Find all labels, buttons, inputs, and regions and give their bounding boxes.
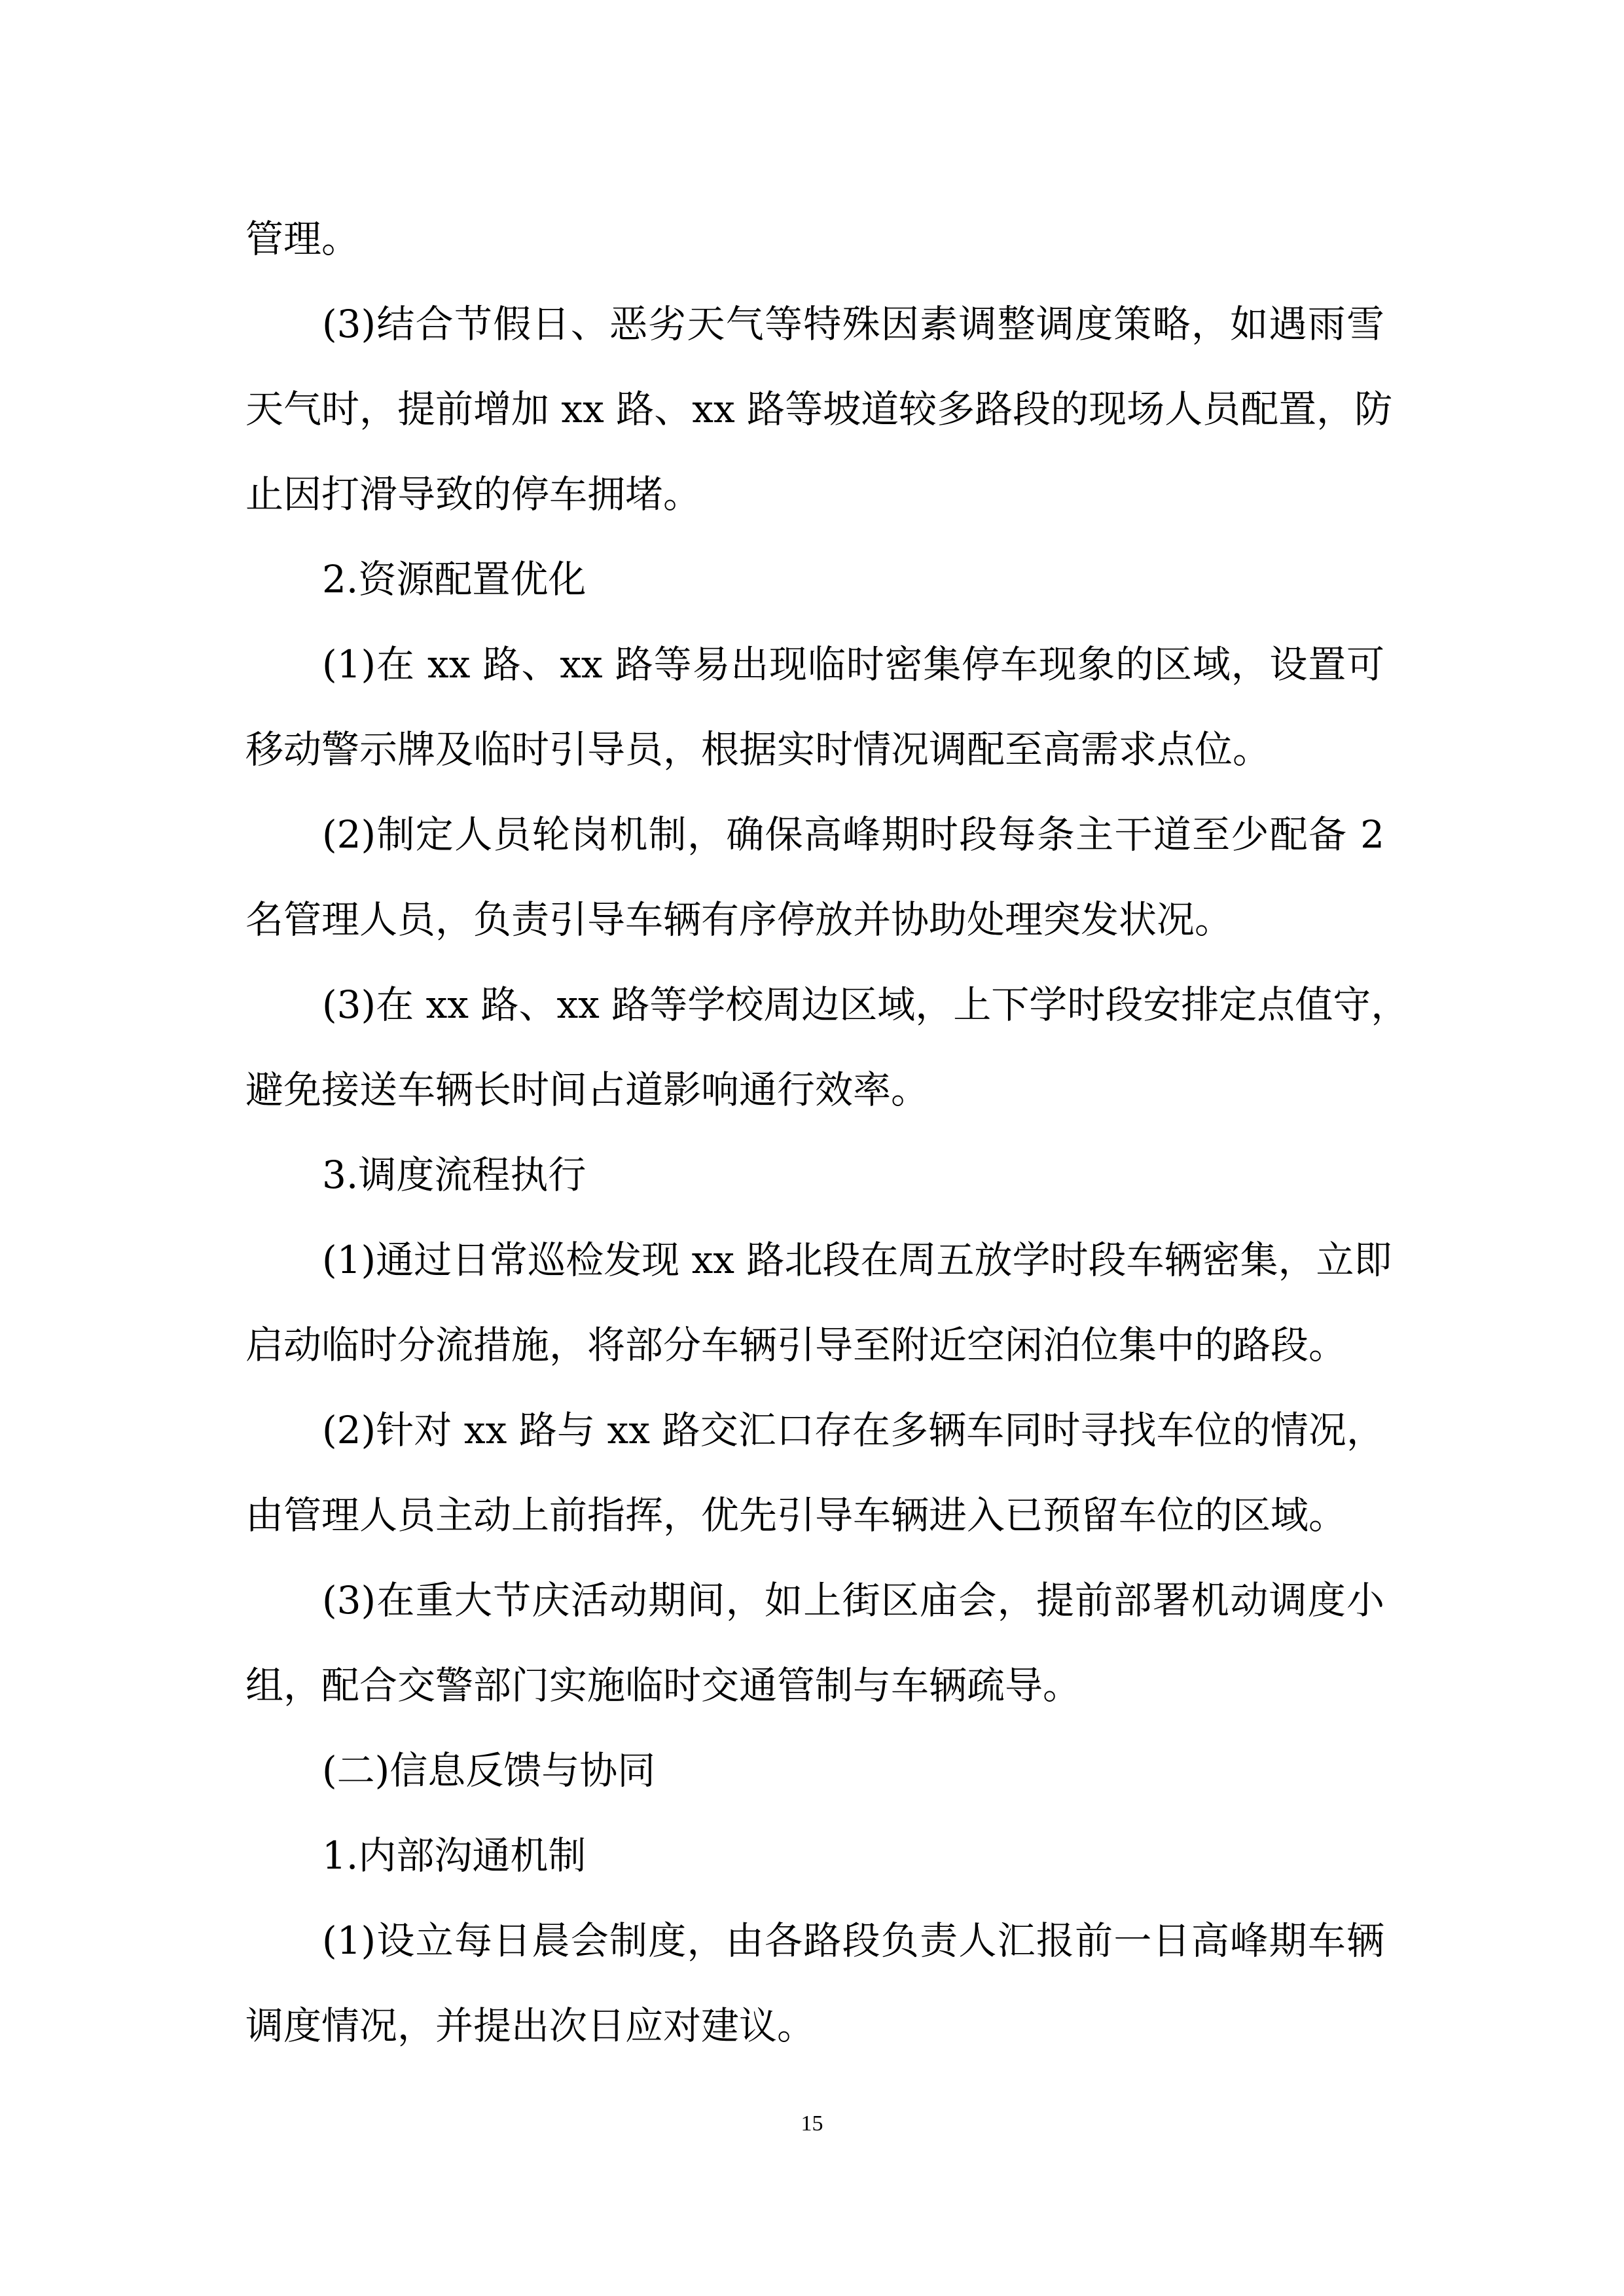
section-heading: 1.内部沟通机制 (322, 1833, 586, 1878)
paragraph-line: 管理。 (245, 217, 360, 261)
paragraph-line: (1)在 xx 路、xx 路等易出现临时密集停车现象的区域，设置可 (322, 642, 1384, 687)
paragraph-line: 移动警示牌及临时引导员，根据实时情况调配至高需求点位。 (245, 727, 1271, 772)
page-number: 15 (801, 2111, 823, 2136)
paragraph-line: 组，配合交警部门实施临时交通管制与车辆疏导。 (245, 1663, 1081, 1708)
paragraph-line: (2)制定人员轮岗机制，确保高峰期时段每条主干道至少配备 2 (322, 812, 1384, 857)
paragraph-line: (3)在重大节庆活动期间，如上街区庙会，提前部署机动调度小 (322, 1578, 1384, 1623)
paragraph-line: (1)通过日常巡检发现 xx 路北段在周五放学时段车辆密集，立即 (322, 1238, 1392, 1282)
paragraph-line: 调度情况，并提出次日应对建议。 (245, 2003, 816, 2048)
paragraph-line: 避免接送车辆长时间占道影响通行效率。 (245, 1067, 929, 1112)
paragraph-line: 名管理人员，负责引导车辆有序停放并协助处理突发状况。 (245, 897, 1233, 942)
paragraph-line: (1)设立每日晨会制度，由各路段负责人汇报前一日高峰期车辆 (322, 1918, 1384, 1963)
section-heading: 2.资源配置优化 (322, 557, 586, 601)
section-heading: 3.调度流程执行 (322, 1153, 586, 1197)
paragraph-line: (3)结合节假日、恶劣天气等特殊因素调整调度策略，如遇雨雪 (322, 302, 1384, 346)
paragraph-line: 由管理人员主动上前指挥，优先引导车辆进入已预留车位的区域。 (245, 1493, 1347, 1537)
paragraph-line: (3)在 xx 路、xx 路等学校周边区域，上下学时段安排定点值守， (322, 982, 1409, 1027)
section-heading: (二)信息反馈与协同 (322, 1748, 656, 1793)
paragraph-line: (2)针对 xx 路与 xx 路交汇口存在多辆车同时寻找车位的情况， (322, 1408, 1384, 1452)
paragraph-line: 止因打滑导致的停车拥堵。 (245, 472, 702, 516)
paragraph-line: 启动临时分流措施，将部分车辆引导至附近空闲泊位集中的路段。 (245, 1323, 1347, 1367)
paragraph-line: 天气时，提前增加 xx 路、xx 路等坡道较多路段的现场人员配置，防 (245, 387, 1393, 431)
